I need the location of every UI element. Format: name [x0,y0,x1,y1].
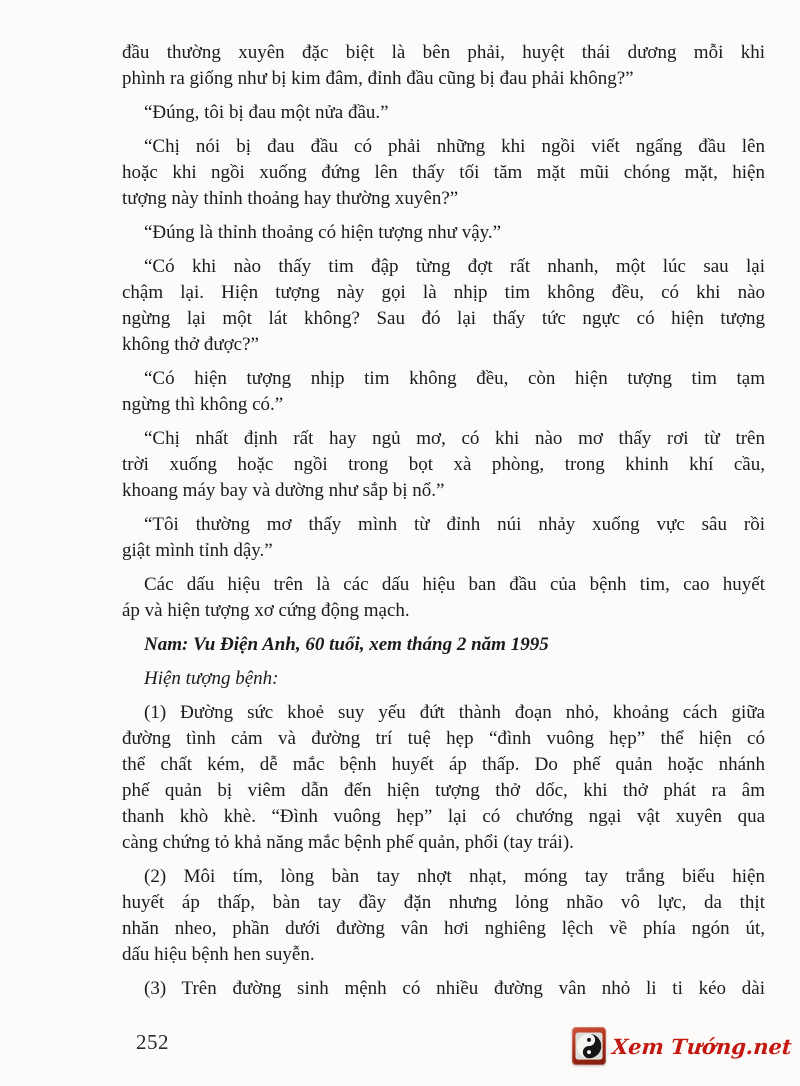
paragraph [122,426,765,504]
text-line: không thở được?” [122,334,259,355]
text-line: thanh khò khè. “Đình vuông hẹp” lại có chướng ngại vật xuyên qua [122,806,765,827]
paragraph [122,864,765,968]
text-line: ngừng lại một lát không? Sau đó lại thấy tức ngực có hiện tượng [122,308,765,329]
text-line: “Có khi nào thấy tim đập từng đợt rất nhanh, một lúc sau lại [144,256,765,277]
watermark-logo [572,1027,792,1065]
paragraph [122,134,765,212]
text-line: dấu hiệu bệnh hen suyễn. [122,944,315,965]
text-line: “Đúng, tôi bị đau một nửa đầu.” [144,102,389,123]
paragraph [122,254,765,358]
text-line: phế quản bị viêm dẫn đến hiện tượng thở dốc, khi thở phát ra âm [122,780,765,801]
text-line: trời xuống hoặc ngồi trong bọt xà phòng, trong khinh khí cầu, [122,454,765,475]
text-line: huyết áp thấp, bàn tay đầy đặn nhưng lỏng nhão vô lực, da thịt [122,892,765,913]
yin-yang-icon [572,1027,606,1065]
page-number: 252 [136,1030,169,1054]
text-line: áp và hiện tượng xơ cứng động mạch. [122,600,410,621]
paragraph [122,366,765,418]
text-line: (1) Đường sức khoẻ suy yếu đứt thành đoạn nhỏ, khoảng cách giữa [144,702,765,723]
text-line: (2) Môi tím, lòng bàn tay nhợt nhạt, móng tay trắng biểu hiện [144,866,765,887]
text-block [122,40,765,1002]
text-line: phình ra giống như bị kim đâm, đỉnh đầu cũng bị đau phải không?” [122,68,634,89]
paragraph [122,572,765,624]
watermark-text: Xem Tướng.net [611,1033,793,1059]
text-line: Hiện tượng bệnh: [144,668,279,689]
paragraph [122,100,765,126]
text-line: càng chứng tỏ khả năng mắc bệnh phế quản, phổi (tay trái). [122,832,574,853]
text-line: giật mình tỉnh dậy.” [122,540,273,561]
text-line: (3) Trên đường sinh mệnh có nhiều đường vân nhỏ li ti kéo dài [144,978,765,999]
text-line: nhăn nheo, phần dưới đường vân hơi nghiêng lệch về phía ngón út, [122,918,765,939]
text-line: hoặc khi ngồi xuống đứng lên thấy tối tăm mặt mũi chóng mặt, hiện [122,162,765,183]
paragraph [122,700,765,856]
text-line: “Có hiện tượng nhịp tim không đều, còn hiện tượng tim tạm [144,368,765,389]
text-line: thể chất kém, dễ mắc bệnh huyết áp thấp. Do phế quản hoặc nhánh [122,754,765,775]
text-line: “Chị nói bị đau đầu có phải những khi ngồi viết ngẩng đầu lên [144,136,765,157]
text-line: Nam: Vu Điện Anh, 60 tuổi, xem tháng 2 năm 1995 [144,634,549,655]
case-heading-paragraph [122,632,765,658]
text-line: “Tôi thường mơ thấy mình từ đỉnh núi nhảy xuống vực sâu rồi [144,514,765,535]
text-line: đường tình cảm và đường trí tuệ hẹp “đình vuông hẹp” thể hiện có [122,728,765,749]
text-line: Các dấu hiệu trên là các dấu hiệu ban đầu của bệnh tim, cao huyết [144,574,765,595]
text-line: chậm lại. Hiện tượng này gọi là nhịp tim không đều, có khi nào [122,282,765,303]
paragraph [122,220,765,246]
paragraph [122,976,765,1002]
text-line: tượng này thỉnh thoảng hay thường xuyên?” [122,188,459,209]
text-line: “Chị nhất định rất hay ngủ mơ, có khi nào mơ thấy rơi từ trên [144,428,765,449]
text-line: ngừng thì không có.” [122,394,284,415]
text-line: đầu thường xuyên đặc biệt là bên phải, huyệt thái dương mỗi khi [122,42,765,63]
paragraph [122,40,765,92]
text-line: “Đúng là thỉnh thoảng có hiện tượng như vậy.” [144,222,502,243]
text-line: khoang máy bay và dường như sắp bị nổ.” [122,480,445,501]
symptoms-heading-paragraph [122,666,765,692]
paragraph [122,512,765,564]
